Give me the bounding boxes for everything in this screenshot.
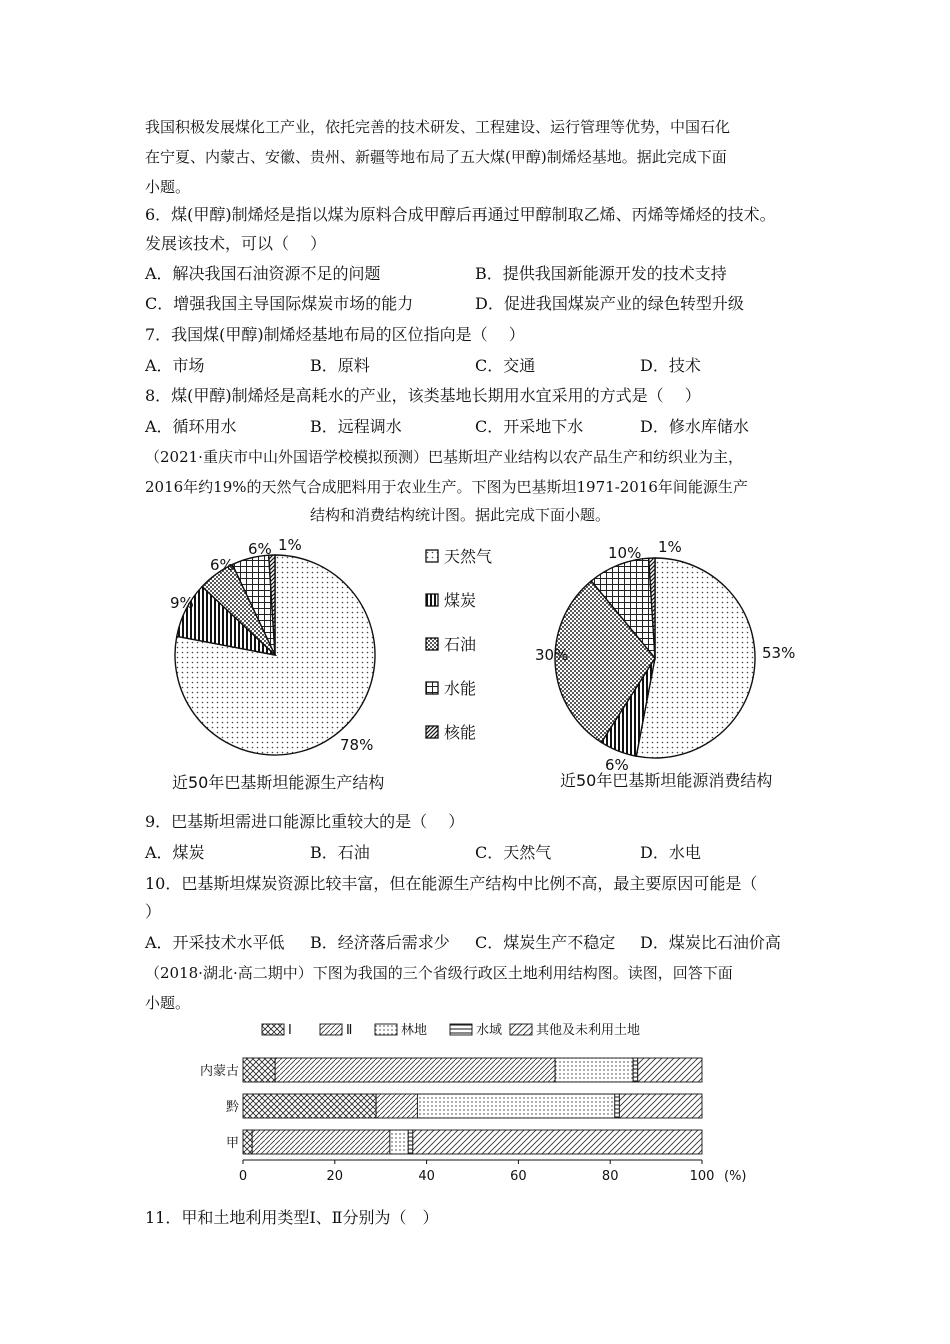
pie1-title: 近50年巴基斯坦能源生产结构 bbox=[172, 773, 385, 792]
bar-legend-label-2: 林地 bbox=[401, 1023, 428, 1038]
pie2-label-天然气: 53% bbox=[762, 644, 796, 662]
bar-legend-swatch-2 bbox=[375, 1024, 397, 1035]
bar-legend-label-3: 水域 bbox=[476, 1023, 503, 1038]
bar-内蒙古-2 bbox=[555, 1058, 633, 1082]
legend-swatch-煤炭 bbox=[426, 594, 438, 606]
pie1-label-核能: 1% bbox=[278, 536, 302, 554]
pie2-label-核能: 1% bbox=[658, 538, 682, 556]
q8-option-b[interactable]: B．远程调水 bbox=[310, 417, 402, 436]
bar-xtick-100: 100 bbox=[689, 1169, 715, 1184]
bar-legend-label-4: 其他及未利用土地 bbox=[536, 1023, 641, 1038]
legend-label-水能: 水能 bbox=[444, 679, 477, 698]
q8-stem: 8．煤(甲醇)制烯烃是高耗水的产业，该类基地长期用水宜采用的方式是（ ） bbox=[145, 386, 701, 405]
energy-pie-charts bbox=[150, 530, 810, 800]
bar-甲-1 bbox=[252, 1130, 390, 1154]
legend-swatch-天然气 bbox=[426, 550, 438, 562]
legend-swatch-水能 bbox=[426, 682, 438, 694]
bar-黔-4 bbox=[619, 1094, 702, 1118]
bar-黔-0 bbox=[243, 1094, 376, 1118]
q8-option-a[interactable]: A．循环用水 bbox=[145, 417, 237, 436]
q11-stem: 11．甲和土地利用类型Ⅰ、Ⅱ分别为（ ） bbox=[145, 1208, 439, 1227]
bar-黔-2 bbox=[417, 1094, 614, 1118]
intro3-line2: 小题。 bbox=[145, 994, 191, 1012]
legend-label-天然气: 天然气 bbox=[444, 547, 493, 566]
bar-黔-1 bbox=[376, 1094, 417, 1118]
q7-stem: 7．我国煤(甲醇)制烯烃基地布局的区位指向是（ ） bbox=[145, 325, 525, 344]
q7-option-b[interactable]: B．原料 bbox=[310, 356, 370, 375]
q10-stem-line1: 10．巴基斯坦煤炭资源比较丰富，但在能源生产结构中比例不高，最主要原因可能是（ bbox=[145, 874, 758, 893]
bar-legend-swatch-0 bbox=[262, 1024, 284, 1035]
intro1-line3: 小题。 bbox=[145, 178, 191, 196]
q10-option-a[interactable]: A．开采技术水平低 bbox=[145, 933, 285, 952]
legend-swatch-石油 bbox=[426, 638, 438, 650]
q7-option-d[interactable]: D．技术 bbox=[640, 356, 701, 375]
intro1-line2: 在宁夏、内蒙古、安徽、贵州、新疆等地布局了五大煤(甲醇)制烯烃基地。据此完成下面 bbox=[145, 148, 727, 166]
bar-xtick-40: 40 bbox=[418, 1169, 435, 1184]
q10-option-c[interactable]: C．煤炭生产不稳定 bbox=[475, 933, 616, 952]
intro2-line1: （2021·重庆市中山外国语学校模拟预测）巴基斯坦产业结构以农产品生产和纺织业为主， bbox=[145, 448, 743, 466]
bar-legend-label-1: Ⅱ bbox=[346, 1023, 353, 1038]
land-use-bar-chart bbox=[190, 1020, 770, 1190]
legend-label-石油: 石油 bbox=[444, 635, 477, 654]
bar-legend-swatch-4 bbox=[510, 1024, 532, 1035]
bar-xtick-60: 60 bbox=[510, 1169, 527, 1184]
pie1-label-水能: 6% bbox=[248, 540, 272, 558]
pie2-label-水能: 10% bbox=[608, 544, 642, 562]
q6-option-a[interactable]: A．解决我国石油资源不足的问题 bbox=[145, 264, 381, 283]
intro1-line1: 我国积极发展煤化工产业，依托完善的技术研发、工程建设、运行管理等优势，中国石化 bbox=[145, 118, 731, 136]
bar-xunit: (%) bbox=[724, 1169, 747, 1184]
q6-option-c[interactable]: C．增强我国主导国际煤炭市场的能力 bbox=[145, 294, 414, 313]
legend-swatch-核能 bbox=[426, 726, 438, 738]
bar-category-内蒙古: 内蒙古 bbox=[199, 1064, 239, 1079]
q9-option-b[interactable]: B．石油 bbox=[310, 843, 370, 862]
q6-option-d[interactable]: D．促进我国煤炭产业的绿色转型升级 bbox=[475, 294, 744, 313]
pie1-label-石油: 6% bbox=[210, 556, 234, 574]
bar-category-甲: 甲 bbox=[225, 1136, 239, 1151]
pie2-title: 近50年巴基斯坦能源消费结构 bbox=[560, 771, 773, 790]
q7-option-c[interactable]: C．交通 bbox=[475, 356, 536, 375]
pie2-label-煤炭: 6% bbox=[605, 756, 629, 774]
intro2-line2: 2016年约19%的天然气合成肥料用于农业生产。下图为巴基斯坦1971-2016年间能源生产 bbox=[145, 478, 748, 496]
pie1-label-煤炭: 9% bbox=[170, 594, 194, 612]
bar-内蒙古-1 bbox=[275, 1058, 555, 1082]
q9-option-a[interactable]: A．煤炭 bbox=[145, 843, 205, 862]
bar-legend-swatch-1 bbox=[320, 1024, 342, 1035]
q7-option-a[interactable]: A．市场 bbox=[145, 356, 205, 375]
bar-xtick-0: 0 bbox=[238, 1169, 248, 1184]
bar-甲-3 bbox=[408, 1130, 413, 1154]
intro2-line3: 结构和消费结构统计图。据此完成下面小题。 bbox=[310, 506, 611, 524]
bar-legend-swatch-3 bbox=[450, 1024, 472, 1035]
bar-甲-2 bbox=[390, 1130, 408, 1154]
intro3-line1: （2018·湖北·高二期中）下图为我国的三个省级行政区土地利用结构图。读图，回答下面 bbox=[145, 964, 733, 982]
q8-option-d[interactable]: D．修水库储水 bbox=[640, 417, 749, 436]
pie2-label-石油: 30% bbox=[535, 646, 569, 664]
bar-黔-3 bbox=[615, 1094, 620, 1118]
q9-option-c[interactable]: C．天然气 bbox=[475, 843, 552, 862]
bar-xtick-20: 20 bbox=[326, 1169, 344, 1184]
q9-stem: 9．巴基斯坦需进口能源比重较大的是（ ） bbox=[145, 812, 465, 831]
bar-内蒙古-0 bbox=[243, 1058, 275, 1082]
q10-stem-line2: ） bbox=[145, 902, 162, 921]
bar-xtick-80: 80 bbox=[601, 1169, 619, 1184]
q8-option-c[interactable]: C．开采地下水 bbox=[475, 417, 584, 436]
q6-stem-line1: 6．煤(甲醇)制烯烃是指以煤为原料合成甲醇后再通过甲醇制取乙烯、丙烯等烯烃的技术。 bbox=[145, 205, 776, 224]
bar-甲-0 bbox=[243, 1130, 252, 1154]
q9-option-d[interactable]: D．水电 bbox=[640, 843, 701, 862]
bar-甲-4 bbox=[413, 1130, 702, 1154]
pie1-label-天然气: 78% bbox=[340, 736, 374, 754]
q10-option-d[interactable]: D．煤炭比石油价高 bbox=[640, 933, 781, 952]
legend-label-核能: 核能 bbox=[444, 723, 477, 742]
bar-内蒙古-4 bbox=[638, 1058, 702, 1082]
legend-label-煤炭: 煤炭 bbox=[444, 591, 477, 610]
q6-stem-line2: 发展该技术，可以（ ） bbox=[145, 234, 327, 253]
bar-legend-label-0: Ⅰ bbox=[288, 1023, 292, 1038]
q6-option-b[interactable]: B．提供我国新能源开发的技术支持 bbox=[475, 264, 727, 283]
bar-category-黔: 黔 bbox=[225, 1100, 239, 1115]
bar-内蒙古-3 bbox=[633, 1058, 638, 1082]
q10-option-b[interactable]: B．经济落后需求少 bbox=[310, 933, 450, 952]
